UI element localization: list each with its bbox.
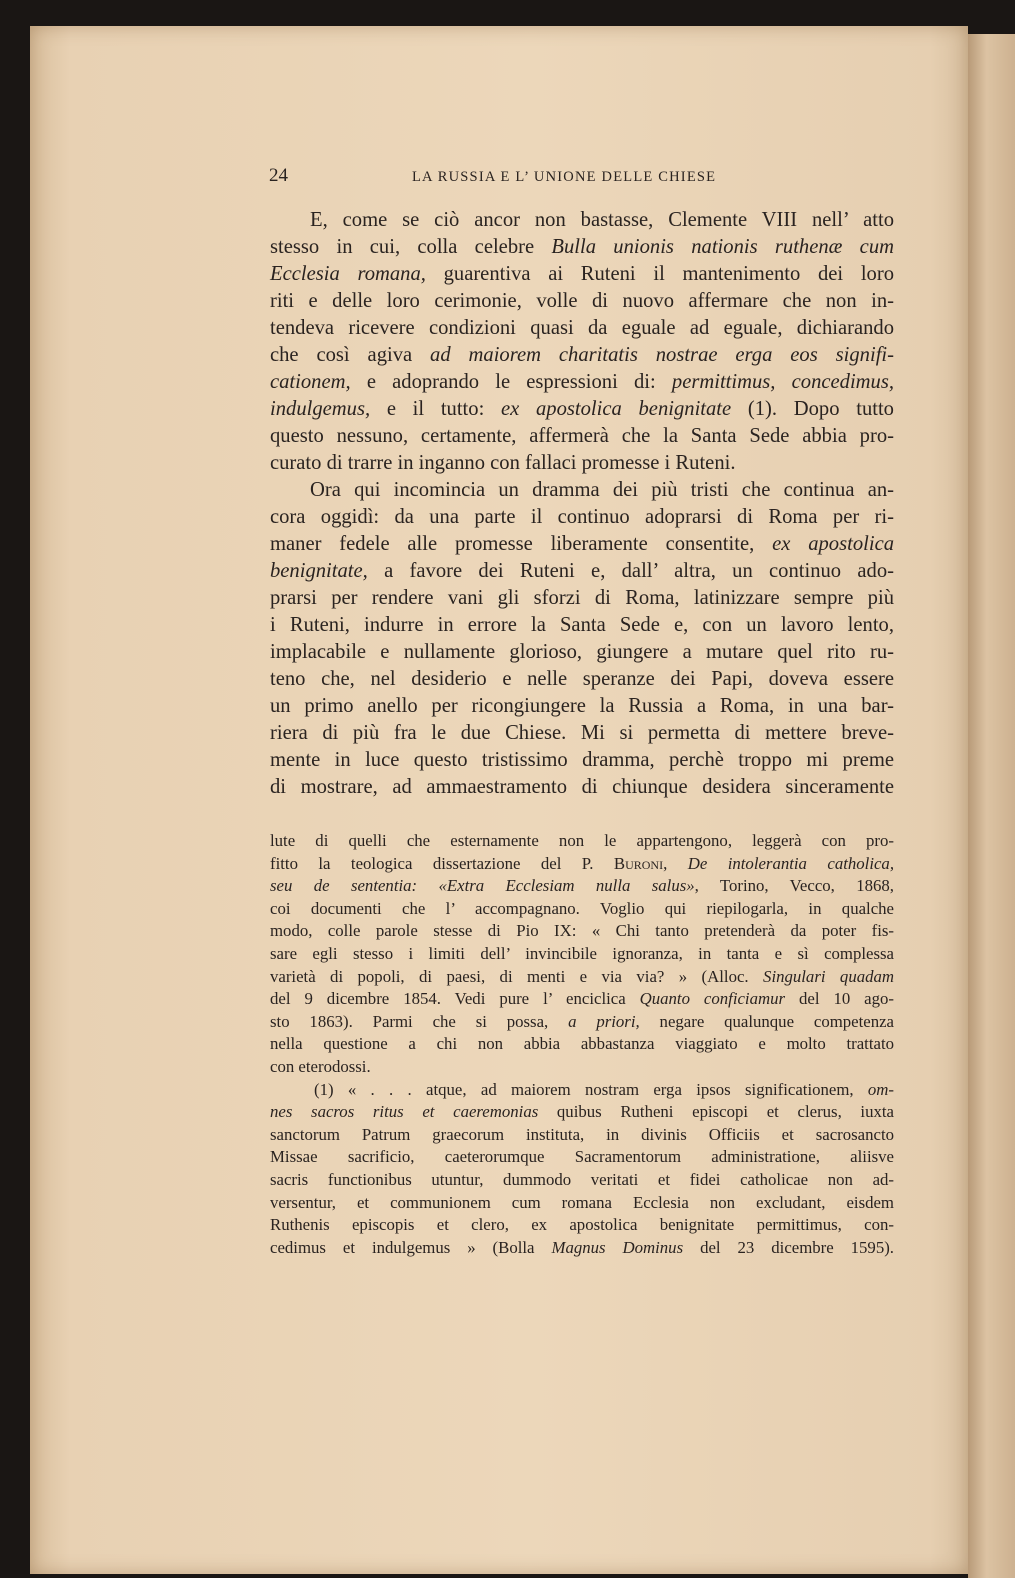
- footnote-line: sanctorum Patrum graecorum instituta, in divinis Officiis et sacrosancto: [270, 1124, 894, 1144]
- footnote-line: nella questione a chi non abbia abbastanza viaggiato e molto trattato: [270, 1034, 894, 1054]
- text-line: E, come se ciò ancor non bastasse, Clemente VIII nell’ atto: [310, 209, 894, 231]
- text-line: cora oggidì: da una parte il continuo adoprarsi di Roma per ri-: [270, 506, 894, 528]
- text-line: maner fedele alle promesse liberamente consentite, ex apostolica: [270, 533, 895, 555]
- text-line: stesso in cui, colla celebre Bulla unionis nationis ruthenæ cum: [270, 236, 894, 258]
- text-line: cationem, e adoprando le espressioni di: permittimus, concedimus,: [270, 371, 894, 393]
- text-line: i Ruteni, indurre in errore la Santa Sede e, con un lavoro lento,: [270, 614, 894, 636]
- footnote-line: sto 1863). Parmi che si possa, a priori, negare qualunque competenza: [270, 1011, 894, 1031]
- footnote-line: Missae sacrificio, caeterorumque Sacramentorum administratione, aliisve: [270, 1147, 894, 1167]
- text-line: che così agiva ad maiorem charitatis nostrae erga eos signifi-: [270, 344, 894, 366]
- footnote-line: varietà di popoli, di paesi, di menti e via via? » (Alloc. Singulari quadam: [270, 966, 894, 986]
- footnote-line: sacris functionibus utuntur, dummodo veritati et fidei catholicae non ad-: [270, 1169, 894, 1189]
- text-line: riera di più fra le due Chiese. Mi si permetta di mettere breve-: [270, 722, 894, 744]
- text-line: indulgemus, e il tutto: ex apostolica benignitate (1). Dopo tutto: [270, 398, 894, 420]
- footnote-line: seu de sententia: «Extra Ecclesiam nulla salus», Torino, Vecco, 1868,: [270, 876, 894, 896]
- text-line: Ora qui incomincia un dramma dei più tristi che continua an-: [310, 479, 894, 501]
- footnote-line: modo, colle parole stesse di Pio IX: « Chi tanto pretenderà da poter fis-: [270, 921, 894, 941]
- text-line: prarsi per rendere vani gli sforzi di Roma, latinizzare sempre più: [270, 587, 894, 609]
- text-line: teno che, nel desiderio e nelle speranze dei Papi, doveva essere: [270, 668, 894, 690]
- footnote-line: (1) « . . . atque, ad maiorem nostram erga ipsos significationem, om-: [314, 1079, 894, 1099]
- footnote-line: lute di quelli che esternamente non le appartengono, leggerà con pro-: [270, 831, 894, 850]
- footnote-line: Ruthenis episcopis et clero, ex apostolica benignitate permittimus, con-: [270, 1215, 894, 1235]
- text-line: di mostrare, ad ammaestramento di chiunque desidera sinceramente: [270, 776, 894, 798]
- footnote-line: del 9 dicembre 1854. Vedi pure l’ enciclica Quanto conficiamur del 10 ago-: [270, 989, 894, 1009]
- footnote-line: versentur, et communionem cum romana Ecclesia non excludant, eisdem: [270, 1192, 894, 1212]
- page-number: 24: [269, 165, 288, 186]
- footnote-line: nes sacros ritus et caeremonias quibus Rutheni episcopi et clerus, iuxta: [270, 1102, 894, 1122]
- text-line: implacabile e nullamente glorioso, giungere a mutare quel rito ru-: [270, 641, 894, 663]
- text-line: Ecclesia romana, guarentiva ai Ruteni il mantenimento dei loro: [270, 263, 894, 285]
- running-title: LA RUSSIA E L’ UNIONE DELLE CHIESE: [412, 169, 717, 185]
- text-line: curato di trarre in inganno con fallaci promesse i Ruteni.: [270, 452, 736, 474]
- footnote-line: con eterodossi.: [270, 1056, 371, 1076]
- footnotes: [270, 830, 894, 1259]
- text-line: mente in luce questo tristissimo dramma, perchè troppo mi preme: [270, 749, 894, 771]
- text-line: questo nessuno, certamente, affermerà che la Santa Sede abbia pro-: [270, 425, 894, 447]
- main-text: [270, 207, 894, 801]
- text-line: riti e delle loro cerimonie, volle di nuovo affermare che non in-: [270, 290, 894, 312]
- text-line: un primo anello per ricongiungere la Russia a Roma, in una bar-: [270, 695, 894, 717]
- footnote-line: coi documenti che l’ accompagnano. Voglio qui riepilogarla, in qualche: [270, 898, 894, 918]
- footnote-line: cedimus et indulgemus » (Bolla Magnus Dominus del 23 dicembre 1595).: [270, 1237, 894, 1257]
- text-line: benignitate, a favore dei Ruteni e, dall’ altra, un continuo ado-: [270, 560, 894, 582]
- footnote-line: sare egli stesso i limiti dell’ invincibile ignoranza, in tanta e sì complessa: [270, 943, 894, 963]
- footnote-line: fitto la teologica dissertazione del P. Buroni, De intolerantia catholica,: [270, 853, 895, 873]
- text-line: tendeva ricevere condizioni quasi da eguale ad eguale, dichiarando: [270, 317, 894, 339]
- next-page-edge: [968, 34, 1015, 1578]
